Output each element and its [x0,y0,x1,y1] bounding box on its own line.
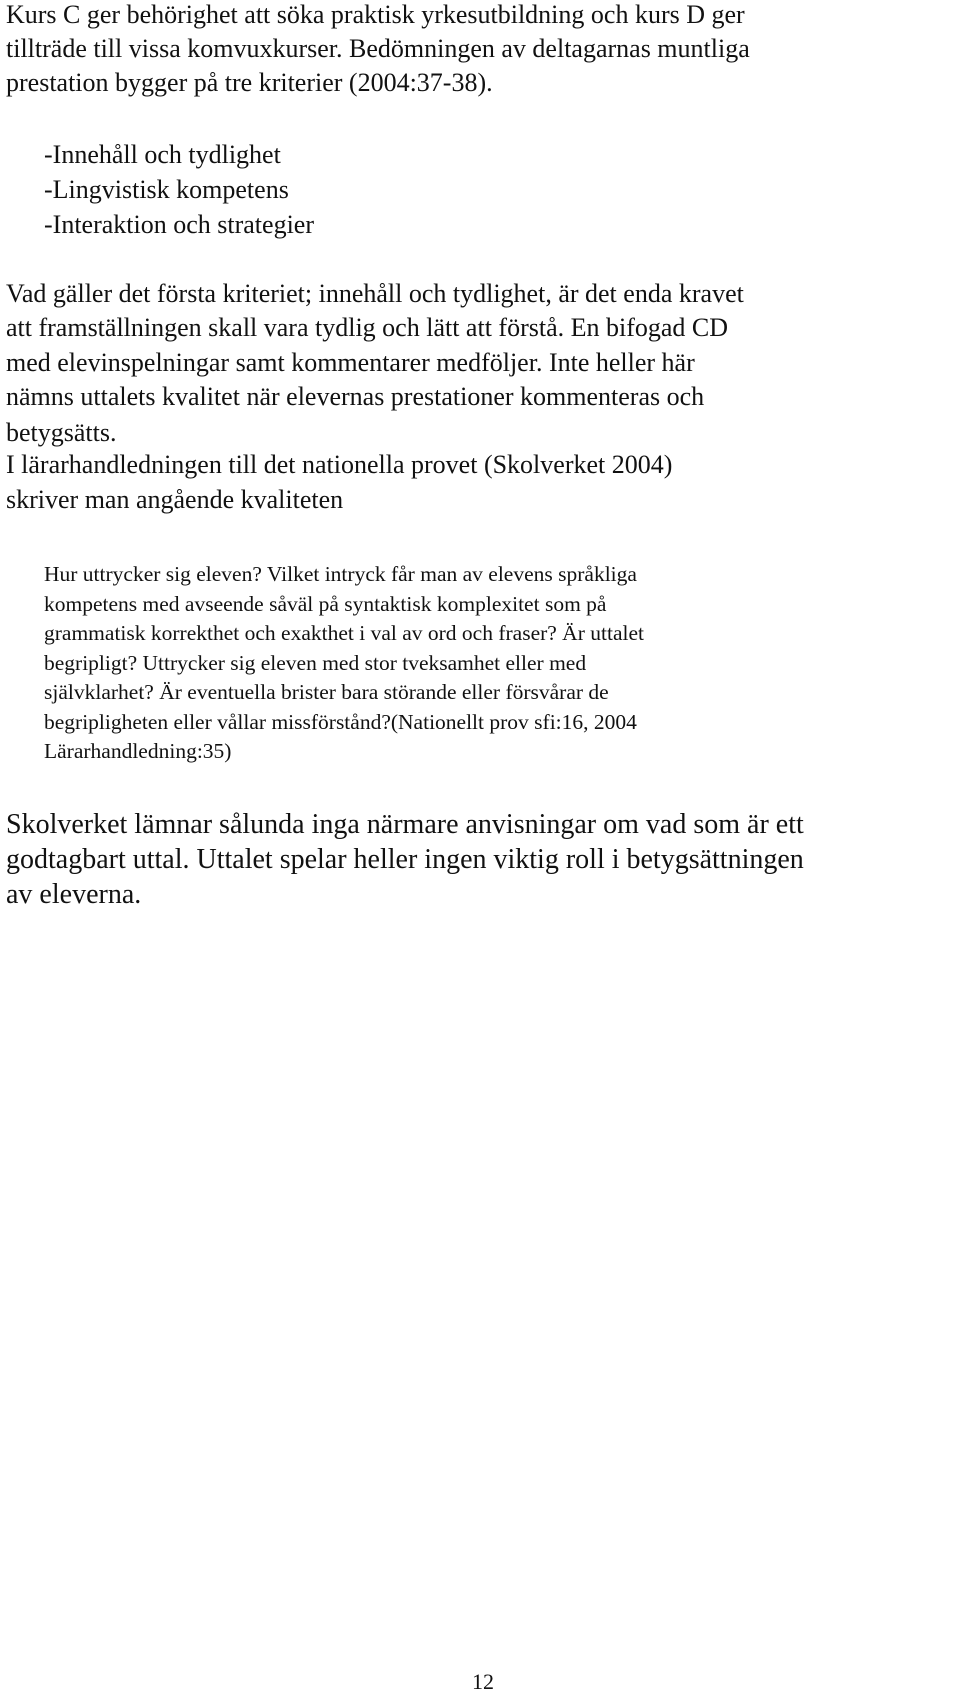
quote-line: begripligt? Uttrycker sig eleven med stor tveksamhet eller med [44,651,587,675]
page-number: 12 [472,1669,494,1694]
paragraph-line: skriver man angående kvaliteten [6,485,344,514]
intro-line: tillträde till vissa komvuxkurser. Bedömningen av deltagarnas muntliga [6,34,750,63]
criterion-item: -Lingvistisk kompetens [44,175,289,204]
criterion-item: -Innehåll och tydlighet [44,140,281,169]
paragraph-line: I lärarhandledningen till det nationella provet (Skolverket 2004) [6,450,673,479]
paragraph-line: Vad gäller det första kriteriet; innehåll och tydlighet, är det enda kravet [6,279,744,308]
paragraph-line: med elevinspelningar samt kommentarer medföljer. Inte heller här [6,348,695,377]
closing-line: Skolverket lämnar sålunda inga närmare anvisningar om vad som är ett [6,809,804,840]
paragraph-line: nämns uttalets kvalitet när elevernas prestationer kommenteras och [6,382,705,411]
quote-line: Lärarhandledning:35) [44,739,232,763]
paragraph-line: att framställningen skall vara tydlig och lätt att förstå. En bifogad CD [6,313,729,342]
quote-line: självklarhet? Är eventuella brister bara störande eller försvårar de [44,680,609,704]
closing-line: godtagbart uttal. Uttalet spelar heller ingen viktig roll i betygsättningen [6,844,804,875]
quote-line: grammatisk korrekthet och exakthet i val av ord och fraser? Är uttalet [44,621,644,645]
intro-line: prestation bygger på tre kriterier (2004:37-38). [6,68,493,97]
closing-line: av eleverna. [6,879,142,910]
quote-line: begripligheten eller vållar missförstånd?(Nationellt prov sfi:16, 2004 [44,710,637,734]
quote-line: Hur uttrycker sig eleven? Vilket intryck får man av elevens språkliga [44,562,637,586]
criterion-item: -Interaktion och strategier [44,210,314,239]
paragraph-line: betygsätts. [6,418,117,447]
intro-line: Kurs C ger behörighet att söka praktisk yrkesutbildning och kurs D ger [6,0,745,29]
quote-line: kompetens med avseende såväl på syntaktisk komplexitet som på [44,592,607,616]
